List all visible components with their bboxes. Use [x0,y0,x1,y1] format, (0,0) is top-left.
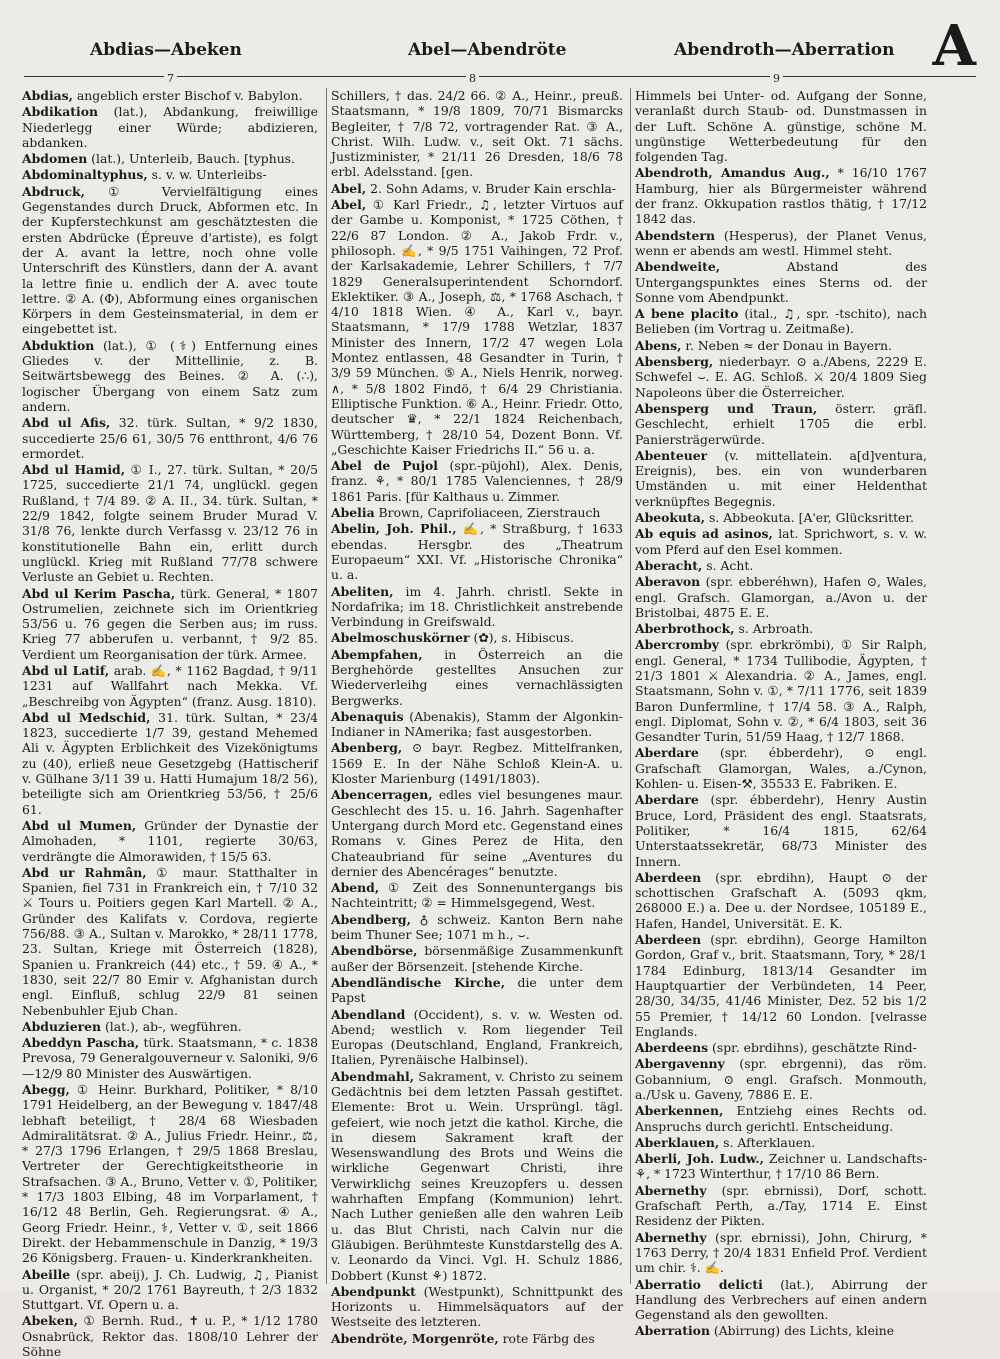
dictionary-entry [331,1069,623,1283]
entry-headword: Aberli, Joh. Ludw., [635,1151,764,1167]
entry-text: Gründer der Dynastie der Almohaden, * 1101, regierte 30/63, verdrängte die Almorawiden, † 15/5 63. [22,817,318,864]
dictionary-entry [331,1331,623,1346]
dictionary-entry [331,197,623,457]
entry-text: (spr. abeij), J. Ch. Ludwig, ♫, Pianist u. Organist, * 20/2 1761 Bayreuth, † 2/3 1832 Stuttgart. Vf. Opern u. a. [22,1266,318,1313]
entry-headword: Abd ur Rahmân, [22,864,147,880]
dictionary-entry [635,259,927,305]
entry-text: rote Färbg des [498,1330,595,1346]
entry-headword: Aberration [635,1323,710,1339]
dictionary-entry [22,415,318,461]
entry-headword: Abens, [635,337,682,353]
entry-headword: Abdruck, [22,183,85,199]
entry-headword: Abdominaltyphus, [22,167,148,183]
entry-headword: Abendmahl, [331,1068,415,1084]
dictionary-entry [635,1277,927,1323]
entry-text: 32. türk. Sultan, * 9/2 1830, succedierte 25/6 61, 30/5 76 entthront, 4/6 76 ermordet. [22,415,318,461]
entry-text: (lat.), Abdankung, freiwillige Niederlegg einer Würde; abdizieren, abdanken. [22,104,318,150]
entry-text: börsenmäßige Zusammenkunft außer der Börsenzeit. [stehende Kirche. [331,943,623,974]
entry-text: Entziehg eines Rechts od. Anspruchs durch gerichtl. Entscheidung. [635,1103,927,1134]
entry-headword: Aberdare [635,792,699,808]
entry-text: lat. Sprichwort, s. v. w. vom Pferd auf den Esel kommen. [635,526,927,557]
entry-text: die unter dem Papst [331,974,623,1006]
dictionary-entry [635,401,927,447]
entry-text: ⊙ bayr. Regbez. Mittelfranken, 1569 E. In der Nähe Schloß Klein-A. u. Kloster Marienburg (1491/1803). [331,740,623,787]
entry-headword: Abeokuta, [635,510,706,526]
dictionary-entry [331,647,623,708]
dictionary-entry [635,1323,927,1338]
section-letter: A [932,13,976,79]
entry-headword: Abd ul Medschid, [22,709,151,725]
entry-headword: Aberratio delicti [635,1276,763,1292]
entry-text: 2. Sohn Adams, v. Bruder Kain erschla- [366,180,617,196]
entry-headword: Abendländische Kirche, [331,974,506,990]
entry-text: arab. ✍, * 1162 Bagdad, † 9/11 1231 auf Wallfahrt nach Mekka. Vf. „Beschreibg von Ägypten“ (franz. Ausg. 1810). [22,662,318,709]
entry-text: s. v. w. Unterleibs- [147,167,267,183]
entry-text: (lat.), ① (⚕) Entfernung eines Gliedes v. der Mittellinie, z. B. Seitwärtsbewegg des Beines. ② A. (∴), logischer Übergang von einem Satz zum andern. [22,337,318,414]
entry-text: (lat.), Abirrung der Handlung des Verbrechers auf einen andern Gegenstand als den gewollten. [635,1276,927,1323]
entry-text: (Westpunkt), Schnittpunkt des Horizonts u. Himmelsäquators auf der Westseite des letzteren. [331,1283,623,1330]
entry-text: s. Arbroath. [734,621,814,637]
dictionary-entry [635,88,927,164]
dictionary-entry [331,1284,623,1330]
dictionary-entry [331,505,623,520]
entry-text: ✍, * Straßburg, † 1633 ebendas. Hersgbr. des „Theatrum Europaeum“ XXI. Vf. „Historische Chronika“ u. a. [331,521,623,583]
dictionary-entry [22,167,318,182]
entry-headword: Abeliten, [331,583,394,599]
dictionary-entry [635,745,927,791]
entry-headword: Abenberg, [331,740,403,756]
dictionary-entry [22,1035,318,1081]
entry-headword: Abegg, [22,1082,70,1097]
dictionary-entry [635,621,927,636]
dictionary-entry [635,354,927,400]
dictionary-entry [331,709,623,740]
entry-headword: Abendland [331,1006,406,1022]
entry-headword: Abdomen [22,151,88,167]
entry-headword: A bene placito [635,306,739,322]
dictionary-entry [635,792,927,868]
header-center: Abel—Abendröte [408,40,567,60]
entry-text: (lat.), ab-, wegführen. [101,1018,242,1034]
entry-headword: Aberavon [635,574,701,590]
entry-text: (spr. ebrdihn), George Hamilton Gordon, Graf v., brit. Staatsmann, Tory, * 28/1 1784 Edinburg, 1813/14 Gesandter im Hauptquartier der Verbündeten, 14 Peer, 28/30, 34/35, 41/46 Minister, Dez. 52 bis 1/2 55 Premier, † 14/12 60 London. [velrasse Englands. [635,932,927,1039]
entry-headword: Abendroth, Amandus Aug., [635,165,830,181]
entry-text: (spr. ébberdehr), Henry Austin Bruce, Lord, Präsident des engl. Staatsrats, Politiker, * 16/4 1815, 62/64 Unterstaatssekretär, 68/73 Minister des Innern. [635,792,927,869]
entry-headword: Abelmoschuskörner [331,630,470,646]
entry-headword: Abel de Pujol [331,458,438,474]
dictionary-entry [22,88,318,103]
entry-text: ① Vervielfältigung eines Gegenstandes durch Druck, Abformen etc. In der Kupferstechkunst am geschätztesten die ersten Abdrücke (Épreuve d'artiste), es folgt der A. avant la lettre, noch ohne volle Unterschrift des Künstlers, dann der A. avant la lettre finie u. endlich der A. avec toute lettre. ② A. (Φ), Abformung eines organischen Körpers in dem Gesteinsmaterial, in dem er eingebettet ist. [22,183,318,337]
dictionary-entry [331,181,623,196]
dictionary-entry [331,521,623,582]
entry-headword: Abduzieren [22,1018,101,1034]
entry-text: (Abirrung) des Lichts, kleine [709,1323,895,1339]
entry-headword: Abeddyn Pascha, [22,1035,140,1051]
entry-text: türk. Staatsmann, * c. 1838 Prevosa, 79 Generalgouverneur v. Saloniki, 9/6—12/9 80 Minister des Auswärtigen. [22,1035,318,1081]
dictionary-entry [22,1313,318,1359]
entry-text: ① Karl Friedr., ♫, letzter Virtuos auf der Gambe u. Komponist, * 1725 Cöthen, † 22/6 87 London. ② A., Jakob Frdr. v., philosoph. ✍, * 9/5 1751 Vaihingen, 72 Prof. der Karlsakademie, Lehrer Schillers, † 7/7 1829 Generalsuperintendent Schorndorf. Eklektiker. ③ A., Joseph, ⚖, * 1768 Aschach, † 4/10 1818 Wien. ④ A., Karl v., bayr. Staatsmann, * 17/9 1788 Wetzlar, 1837 Minister des Innern, 17/2 47 wegen Lola Montez entlassen, 48 Gesandter in Turin, † 3/9 59 München. ⑤ A., Niels Henrik, norweg. ∧, * 5/8 1802 Findö, † 6/4 29 Christiania. Elliptische Funktion. ⑥ A., Heinr. Friedr. Otto, deutscher ♛, * 22/1 1824 Reichenbach, Württemberg, † 28/10 54, Dozent Bonn. Vf. „Geschichte Kaiser Friedrichs II.“ 56 u. a. [331,197,623,457]
entry-headword: Aberdare [635,745,699,761]
entry-headword: Abendbörse, [331,943,418,959]
header-right: Abendroth—Aberration [674,40,895,60]
dictionary-entry [22,104,318,150]
entry-text: edles viel besungenes maur. Geschlecht des 15. u. 16. Jahrh. Sagenhafter Untergang durch Mord etc. Gegenstand eines Romans v. Gines Perez de Hita, den Chateaubriand für seine „Aventures du dernier des Abencérages“ benutzte. [331,787,623,879]
dictionary-entry [635,1135,927,1150]
entry-headword: Ab equis ad asinos, [635,526,773,542]
running-header [24,40,924,68]
dictionary-entry [331,88,623,180]
entry-headword: Abeille [22,1266,71,1282]
entry-headword: Abendweite, [635,259,721,275]
entry-headword: Abensperg und Traun, [635,400,818,416]
column-3 [630,88,927,1339]
entry-text: Sakrament, v. Christo zu seinem Gedächtnis bei dem letzten Passah gestiftet. Elemente: Brot u. Wein. Ursprüngl. tägl. gefeiert, wie noch jetzt die kathol. Kirche, die in diesem Sakrament kraft der Wesenswandlung des Brots und Weins die wirkliche Gegenwart Christi, ihre Verwirklichg seines Kreuzopfers u. dessen wahrhaften Empfang (Kommunion) lehrt. Nach Luther genießen alle den wahren Leib u. das Blut Christi, nach Calvin nur die Gläubigen. Berühmteste Kunstdarstellg des A. v. Leonardo da Vinci. Vgl. H. Schulz 1886, Dobbert (Kunst ⚘) 1872. [331,1068,623,1283]
entry-text: (spr. ebrgenni), das röm. Gobannium, ⊙ engl. Grafsch. Monmouth, a./Usk u. Gaveny, 7886 E. E. [635,1056,927,1102]
entry-headword: Aberklauen, [635,1134,720,1150]
entry-headword: Abd ul Afis, [22,415,111,431]
entry-text: * 16/10 1767 Hamburg, hier als Bürgermeister während der franz. Okkupation rastlos thätig, † 17/12 1842 das. [635,165,927,227]
entry-text: s. Acht. [702,557,754,573]
entry-text: (spr. ebrdihn), Haupt ⊙ der schottischen Grafschaft A. (5093 qkm, 268000 E.) a. Dee u. der Nordsee, 105189 E., Hafen, Handel, Universität. E. K. [635,869,927,931]
entry-text: (✿), s. Hibiscus. [469,630,574,646]
dictionary-entry [635,870,927,931]
entry-headword: Abendstern [635,227,715,243]
page-numbers [0,72,1000,86]
entry-text: ♁ schweiz. Kanton Bern nahe beim Thuner See; 1071 m h., ⌣. [331,911,623,943]
entry-headword: Abercromby [635,637,719,653]
entry-text: angeblich erster Bischof v. Babylon. [72,88,303,103]
entry-text: ① I., 27. türk. Sultan, * 20/5 1725, succedierte 21/1 74, unglückl. gegen Rußland, † 7/4 89. ② A. II., 34. türk. Sultan, * 22/9 1842, folgte seinem Bruder Murad V. 31/8 76, lenkte durch Verfassg v. 23/12 76 in konstitutionelle Bahn ein, erlitt durch unglückl. Krieg mit Rußland 77/78 schwere Verluste an Gebiet u. Rechten. [22,462,318,585]
dictionary-entry [635,338,927,353]
dictionary-entry [635,306,927,337]
entry-text: (spr. ebrnissi), Dorf, schott. Grafschaft Perth, a./Tay, 1714 E. Einst Residenz der Pikten. [635,1182,927,1229]
entry-headword: Abencerragen, [331,787,433,803]
entry-headword: Aberdeen [635,932,702,948]
entry-text: Abstand des Untergangspunktes eines Sterns od. der Sonne vom Abendpunkt. [635,259,927,305]
dictionary-entry [635,526,927,557]
dictionary-entry [331,880,623,911]
dictionary-entry [22,818,318,864]
dictionary-entry [635,558,927,573]
dictionary-entry [22,1019,318,1034]
entry-text: (Abenakis), Stamm der Algonkin-Indianer in NAmerika; fast ausgestorben. [331,708,623,740]
dictionary-entry [331,787,623,879]
dictionary-entry [22,865,318,1018]
entry-headword: Aberbrothock, [635,621,735,637]
entry-headword: Abend, [331,880,380,896]
entry-text: (spr. ebrnissi), John, Chirurg, * 1763 Derry, † 20/4 1831 Enfield Prof. Verdient um chir. ⚕. ✍. [635,1229,927,1276]
dictionary-entry [331,584,623,630]
dictionary-entry [635,1183,927,1229]
entry-headword: Abduktion [22,337,95,353]
entry-headword: Abd ul Latif, [22,662,110,678]
column-2 [326,88,623,1346]
header-left: Abdias—Abeken [90,40,242,60]
dictionary-entry [22,586,318,662]
entry-text: (spr. ebrdihns), geschätzte Rind- [708,1040,917,1056]
entry-text: ① Bernh. Rud., ✝ u. P., * 1/12 1780 Osnabrück, Rektor das. 1808/10 Lehrer der Söhne [22,1313,318,1359]
entry-headword: Abernethy [635,1229,707,1245]
entry-headword: Abenteuer [635,447,708,463]
entry-text: österr. gräfl. Geschlecht, erhielt 1705 die erbl. Paniersträgerwürde. [635,400,927,447]
dictionary-entry [22,462,318,584]
entry-text: in Österreich an die Berghehörde gestelltes Ansuchen zur Wiederverleihg eines vernachlässigten Bergwerks. [331,646,623,708]
entry-text: ① maur. Statthalter in Spanien, fiel 731 in Frankreich ein, † 7/10 32 ⚔ Tours u. Poitiers gegen Karl Martell. ② A., Gründer des Kalifats v. Cordova, regierte 756/88. ③ A., Sultan v. Marokko, * 28/11 1778, 23. Sultan, Kriege mit Österreich (1828), Spanien u. Frankreich (44) etc., † 59. ④ A., * 1830, seit 22/7 80 Emir v. Afghanistan durch engl. Einfluß, schlug 22/9 81 seinen Nebenbuhler Ejub Chan. [22,864,318,1018]
entry-text: (Hesperus), der Planet Venus, wenn er abends am westl. Himmel steht. [635,227,927,258]
entry-headword: Aberdeens [635,1040,709,1056]
entry-text: r. Neben ≈ der Donau in Bayern. [681,337,892,353]
entry-text: (v. mittellatein. a[d]ventura, Ereignis), bes. ein von wunderbaren Umständen u. mit einer Heldenthat verknüpftes Begegnis. [635,447,927,509]
dictionary-entry [22,1082,318,1266]
entry-headword: Abernethy [635,1182,707,1198]
dictionary-entry [635,1056,927,1102]
column-1 [22,88,319,1359]
entry-headword: Abendröte, Morgenröte, [331,1330,499,1346]
entry-headword: Abenaquis [331,708,404,724]
entry-text: türk. General, * 1807 Ostrumelien, zeichnete sich im Orientkrieg 53/56 u. 76 gegen die Serben aus; im russ. Krieg 77 abberufen u. verbannt, † 9/2 85. Verdient um Reorganisation der türk. Armee. [22,585,318,662]
dictionary-entry [635,165,927,226]
entry-headword: Aberkennen, [635,1103,724,1119]
entry-headword: Abel, [331,180,367,196]
entry-text: (spr. ébberdehr), ⊙ engl. Grafschaft Glamorgan, Wales, a./Cynon, Kohlen- u. Eisen-⚒, 35533 E. Fabriken. E. [635,745,927,792]
entry-headword: Abd ul Hamid, [22,462,126,478]
dictionary-entry [22,710,318,817]
dictionary-entry [635,448,927,509]
entry-text: (lat.), Unterleib, Bauch. [typhus. [87,151,295,167]
dictionary-entry [635,1040,927,1055]
entry-headword: Aberacht, [635,557,703,573]
entry-headword: Abd ul Mumen, [22,817,137,833]
dictionary-entry [635,1230,927,1276]
dictionary-entry [22,338,318,414]
entry-headword: Abempfahen, [331,646,423,662]
dictionary-entry [635,932,927,1039]
dictionary-entry [635,228,927,259]
dictionary-entry [635,574,927,620]
dictionary-entry [22,663,318,709]
page-number-left: 7 [164,72,177,85]
entry-text: (Occident), s. v. w. Westen od. Abend; westlich v. Rom liegender Teil Europas (Deutschland, England, Frankreich, Italien, Pyrenäische Halbinsel). [331,1006,623,1068]
entry-text: (ital., ♫, spr. -tschito), nach Belieben (im Vortrag u. Zeitmaße). [635,306,927,337]
entry-headword: Abelia [331,505,375,521]
dictionary-entry [331,458,623,504]
entry-text: s. Abbeokuta. [A'er, Glücksritter. [705,510,914,526]
entry-headword: Abergavenny [635,1056,725,1072]
entry-text: Brown, Caprifoliaceen, Zierstrauch [374,505,601,521]
dictionary-entry [331,630,623,645]
entry-text: ① Zeit des Sonnenuntergangs bis Nachteintritt; ② = Himmelsgegend, West. [331,880,623,911]
entry-text: (spr.-püjohl), Alex. Denis, franz. ⚘, * 80/1 1785 Valenciennes, † 28/9 1861 Paris. [für Kalthaus u. Zimmer. [331,458,623,504]
dictionary-entry [331,1007,623,1068]
page-number-center: 8 [466,72,479,85]
entry-text: im 4. Jahrh. christl. Sekte in Nordafrika; im 18. Christlichkeit anstrebende Verbindung in Greifswald. [331,583,623,630]
dictionary-entry [635,1103,927,1134]
dictionary-entry [331,740,623,786]
entry-text: ① Heinr. Burkhard, Politiker, * 8/10 1791 Heidelberg, an der Bewegung v. 1847/48 lebhaft beteiligt, † 28/4 68 Wiesbaden Admiralitätsrat. ② A., Julius Friedr. Heinr., ⚖, * 27/3 1796 Erlangen, † 29/5 1868 Breslau, Vertreter der Gerechtigkeitstheorie in Strafsachen. ③ A., Bruno, Vetter v. ①, Politiker, * 17/3 1803 Elbing, 48 im Vorparlament, † 16/12 48 Berlin, Geh. Regierungsrat. ④ A., Georg Friedr. Heinr., ⚕, Vetter v. ①, seit 1866 Direkt. der Hebammenschule in Danzig, * 19/3 26 Königsberg. Frauen- u. Kinderkrankheiten. [22,1082,318,1266]
entry-headword: Abd ul Kerim Pascha, [22,585,176,601]
entry-text: Himmels bei Unter- od. Aufgang der Sonne, veranlaßt durch Staub- od. Dunstmassen in der Luft. Schöne A. günstige, schöne M. ungünstige Wetterbedeutung für den folgenden Tag. [635,88,927,165]
dictionary-entry [22,1267,318,1313]
entry-text: (spr. ebrkrömbi), ① Sir Ralph, engl. General, * 1734 Tullibodie, Ägypten, † 21/3 1801 ⚔ Alexandria. ② A., James, engl. Staatsmann, Sohn v. ①, * 7/11 1776, seit 1839 Baron Dunfermline, † 17/4 58. ③ A., Ralph, engl. Diplomat, Sohn v. ②, * 6/4 1803, seit 36 Gesandter Turin, 51/59 Haag, † 12/7 1868. [635,637,927,745]
page-number-right: 9 [770,72,783,85]
entry-headword: Abel, [331,197,367,213]
dictionary-entry [22,151,318,166]
entry-text: Schillers, † das. 24/2 66. ② A., Heinr., preuß. Staatsmann, * 19/8 1809, 70/71 Bismarcks Begleiter, † 7/8 72, vortragender Rat. ③ A., Christ. Wilh. Ludw. v., seit Okt. 71 sächs. Justizminister, * 21/11 26 Dresden, 18/6 78 erbl. Adelsstand. [gen. [331,88,623,180]
entry-headword: Abelin, Joh. Phil., [331,521,457,537]
entry-headword: Abdias, [22,88,73,103]
dictionary-entry [331,975,623,1006]
dictionary-entry [635,1151,927,1182]
dictionary-entry [331,912,623,943]
entry-headword: Abendberg, [331,911,411,927]
entry-headword: Aberdeen [635,869,702,885]
entry-text: niederbayr. ⊙ a./Abens, 2229 E. Schwefel ⌣. E. AG. Schloß. ⚔ 20/4 1809 Sieg Napoleons über die Österreicher. [635,354,927,400]
entry-text: 31. türk. Sultan, * 23/4 1823, succedierte 1/7 39, gestand Mehemed Ali v. Ägypten Erblichkeit des Vizekönigtums zu (40), erließ neue Gesetzgebg (Hattischerif v. Gülhane 3/11 39 u. Hatti Humajum 18/2 56), beteiligte sich am Orientkrieg 53/56, † 25/6 61. [22,709,319,817]
entry-text: (spr. ebberéhwn), Hafen ⊙, Wales, engl. Grafsch. Glamorgan, a./Avon u. der Bristolbai, 4875 E. E. [635,574,927,620]
entry-text: s. Afterklauen. [719,1134,816,1150]
entry-headword: Abeken, [22,1313,78,1329]
entry-headword: Abendpunkt [331,1283,416,1299]
dictionary-entry [331,943,623,974]
entry-headword: Abensberg, [635,354,714,370]
dictionary-entry [635,637,927,744]
entry-text: Zeichner u. Landschafts-⚘, * 1723 Winterthur, † 17/10 86 Bern. [635,1151,927,1182]
dictionary-entry [635,510,927,525]
entry-headword: Abdikation [22,104,98,120]
dictionary-entry [22,184,318,337]
